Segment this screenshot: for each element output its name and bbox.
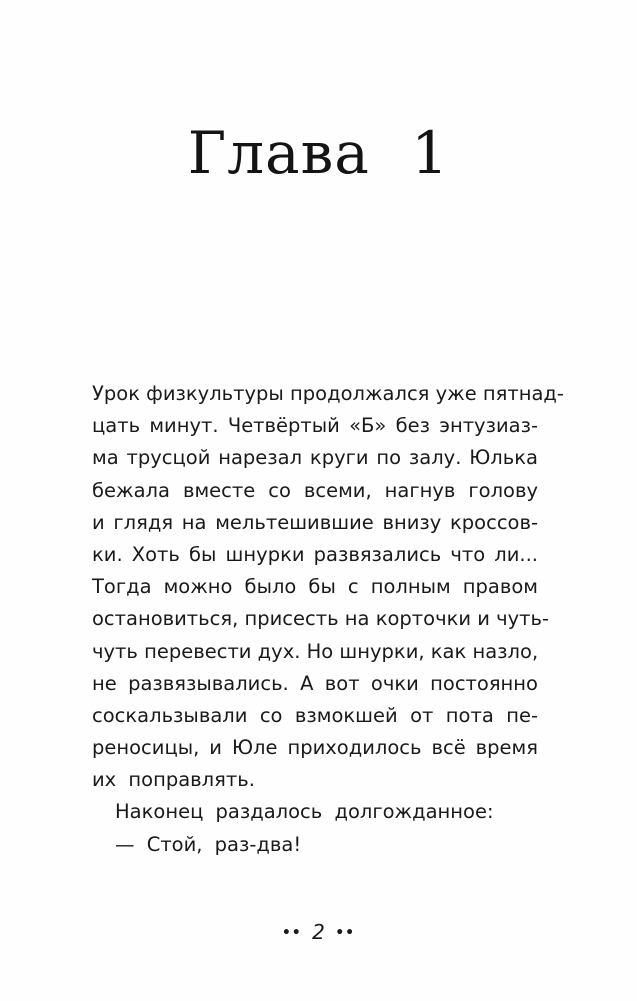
text-line: не развязывались. А вот очки постоянно [92, 671, 538, 695]
chapter-body-text [92, 378, 564, 861]
dialogue-line: — Стой, раз-два! [115, 832, 302, 856]
text-line: соскальзывали со взмокшей от пота пе- [92, 703, 538, 727]
text-line: и глядя на мельтешившие внизу кроссов- [92, 510, 538, 534]
chapter-title: Глава 1 [187, 119, 450, 187]
text-line: реносицы, и Юле приходилось всё время [92, 736, 538, 760]
text-line: Тогда можно было бы с полным правом [92, 575, 538, 599]
text-line: цать минут. Четвёртый «Б» без энтузиаз- [92, 414, 538, 438]
text-line-paragraph-end: их поправлять. [92, 768, 255, 792]
text-line: чуть перевести дух. Но шнурки, как назло, [92, 639, 539, 663]
page-number: 2 [312, 920, 325, 944]
text-line: Урок физкультуры продолжался уже пятнад- [92, 382, 564, 405]
ornament-dots-right: •• [335, 925, 356, 941]
text-line: ки. Хоть бы шнурки развязались что ли... [92, 542, 538, 566]
text-line: ма трусцой нарезал круги по залу. Юлька [92, 446, 538, 470]
ornament-dots-left: •• [281, 925, 302, 941]
page-number-footer [0, 920, 637, 945]
text-line: бежала вместе со всеми, нагнув голову [92, 478, 538, 502]
text-line: остановиться, присесть на корточки и чуть- [92, 607, 550, 631]
text-line-paragraph-start: Наконец раздалось долгожданное: [115, 800, 494, 824]
